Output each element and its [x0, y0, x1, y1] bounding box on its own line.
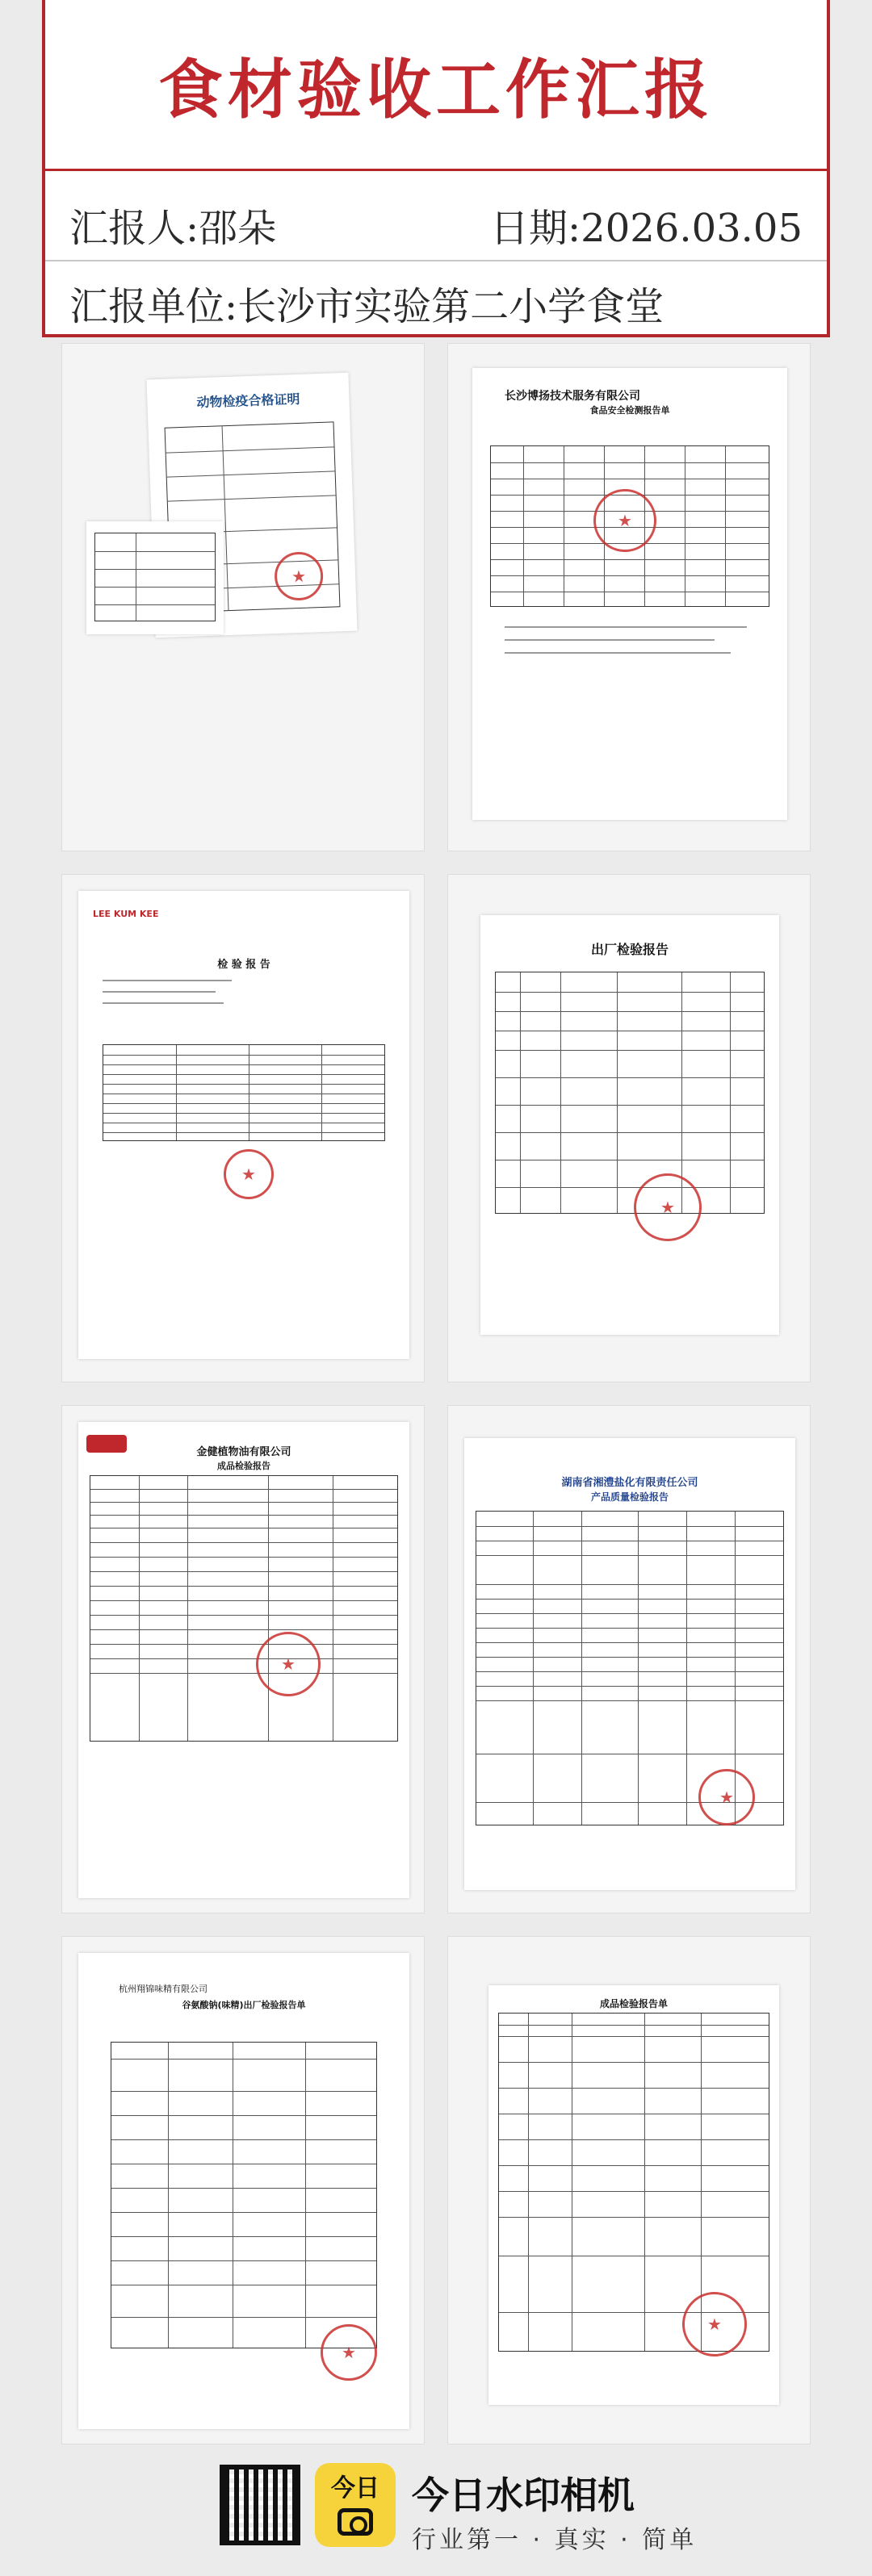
qr-code[interactable] — [220, 2465, 300, 2545]
document-table — [495, 972, 765, 1214]
document-title: 成品检验报告单 — [599, 1998, 668, 2009]
document-title: 谷氨酸钠(味精)出厂检验报告单 — [182, 2000, 306, 2010]
document-table — [111, 2042, 377, 2348]
document-photo[interactable] — [447, 874, 811, 1382]
document-sheet — [488, 1985, 779, 2405]
document-photo[interactable] — [447, 343, 811, 851]
document-sheet-small — [86, 521, 224, 634]
issuer-name: LEE KUM KEE — [93, 909, 159, 919]
document-title: 食品安全检测报告单 — [589, 405, 670, 416]
document-table — [90, 1475, 398, 1742]
report-title: 食材验收工作汇报 — [158, 52, 714, 128]
red-seal — [634, 1173, 702, 1241]
document-photo[interactable] — [61, 1936, 425, 2444]
camera-icon — [337, 2508, 373, 2536]
reporter-date-row — [69, 199, 803, 250]
issuer-name: 长沙博扬技术服务有限公司 — [505, 390, 640, 403]
document-photo[interactable] — [61, 1405, 425, 1913]
document-title: 检 验 报 告 — [217, 959, 270, 971]
issuer-name: 湖南省湘澧盐化有限责任公司 — [561, 1477, 698, 1489]
document-photo[interactable] — [447, 1936, 811, 2444]
document-title: 出厂检验报告 — [590, 942, 669, 957]
document-sheet — [78, 1953, 409, 2429]
unit-label: 汇报单位:长沙市实验第二小学食堂 — [69, 283, 664, 329]
logo-text: 今日 — [331, 2474, 379, 2503]
document-title: 成品检验报告 — [217, 1461, 270, 1471]
unit-row — [69, 277, 803, 328]
document-photo[interactable] — [61, 343, 425, 851]
brand-name: 今日水印相机 — [412, 2474, 635, 2517]
document-table — [94, 533, 216, 621]
app-logo — [315, 2463, 396, 2547]
issuer-name: 金健植物油有限公司 — [196, 1446, 291, 1458]
watermark-footer — [0, 2445, 872, 2576]
red-seal — [256, 1632, 321, 1696]
red-seal — [682, 2292, 747, 2356]
document-sheet — [480, 915, 779, 1335]
header-divider — [45, 260, 827, 261]
document-photo[interactable] — [61, 874, 425, 1382]
document-sheet — [78, 1422, 409, 1898]
document-title: 动物检疫合格证明 — [196, 391, 300, 411]
red-seal — [224, 1149, 274, 1199]
document-table — [103, 1044, 385, 1141]
date-label: 日期:2026.03.05 — [489, 205, 803, 251]
red-seal — [698, 1769, 755, 1825]
red-seal — [321, 2324, 377, 2381]
issuer-name: 杭州翔锦味精有限公司 — [119, 1984, 208, 1994]
title-band — [45, 0, 827, 171]
report-header — [42, 0, 830, 337]
reporter-label: 汇报人:邵朵 — [69, 205, 277, 251]
document-sheet — [464, 1438, 795, 1890]
brand-slogan: 行业第一 · 真实 · 简单 — [412, 2526, 698, 2554]
document-photo[interactable] — [447, 1405, 811, 1913]
document-title: 产品质量检验报告 — [590, 1491, 669, 1503]
document-sheet — [472, 368, 787, 820]
red-seal — [593, 489, 656, 552]
document-sheet — [78, 891, 409, 1359]
